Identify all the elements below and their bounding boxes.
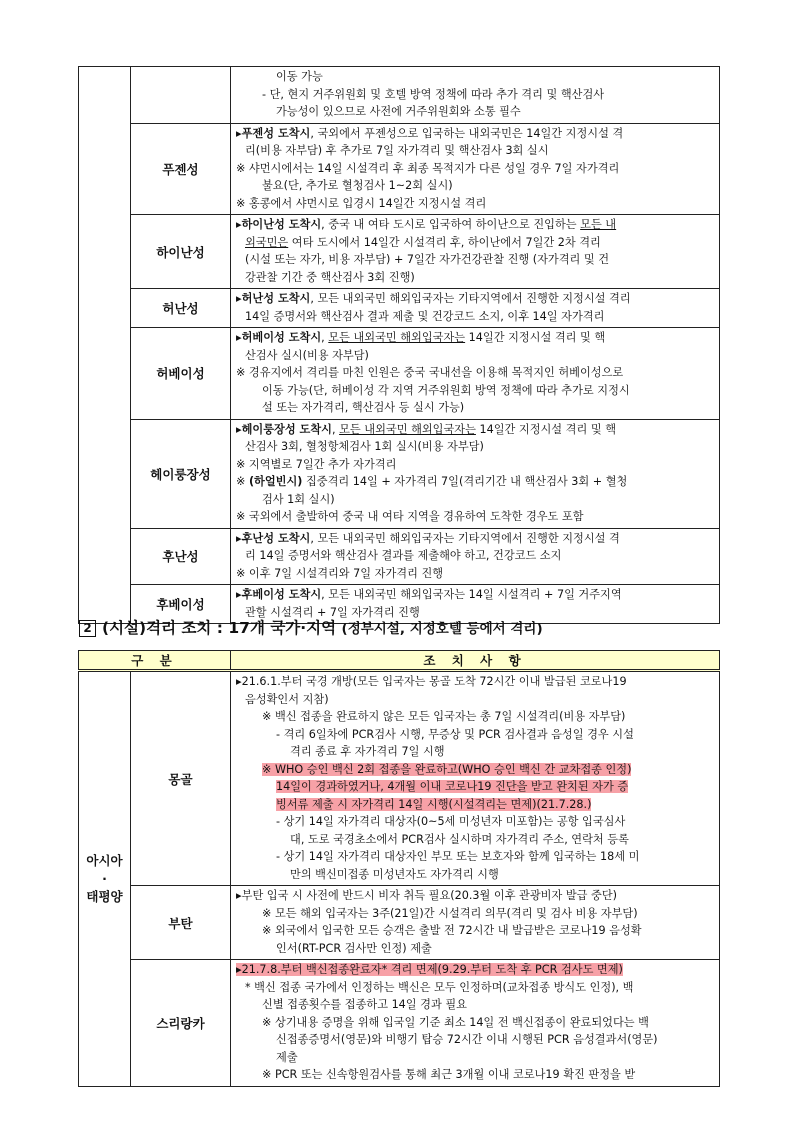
text-segment: ※ 백신 접종을 완료하지 않은 모든 입국자는 총 7일 시설격리(비용 자부담) — [262, 710, 626, 723]
content-line — [236, 195, 714, 213]
content-line — [236, 1031, 714, 1049]
text-segment: , — [331, 422, 340, 436]
region-word: · — [102, 870, 107, 886]
content-line — [236, 979, 714, 997]
content-line — [236, 743, 714, 761]
text-segment: ▸부탄 입국 시 사전에 반드시 비자 취득 필요(20.3월 이후 관광비자 발급 중단) — [236, 889, 617, 902]
text-segment: 신접종증명서(영문)와 비행기 탑승 72시간 이내 시행된 PCR 음성결과서(영문) — [276, 1033, 658, 1046]
content-line — [236, 547, 714, 565]
text-segment: * 백신 접종 국가에서 인정하는 백신은 모두 인정하며(교차접종 방식도 인정), 백 — [245, 980, 634, 994]
text-segment: 불요(단, 추가로 혈청검사 1~2회 실시) — [262, 179, 453, 192]
province-row — [79, 289, 720, 328]
region-word: 태평양 — [86, 888, 123, 904]
text-segment: 설 또는 자가격리, 핵산검사 등 실시 가능) — [262, 401, 465, 414]
text-segment: (하얼빈시) — [248, 475, 303, 488]
text-segment: , 모든 내외국민 해외입국자는 기타지역에서 진행한 지정시설 격리 — [310, 292, 631, 305]
text-segment: 빙서류 제출 시 자가격리 14일 시행(시설격리는 면제)(21.7.28.) — [276, 797, 592, 811]
text-segment: 산검사 3회, 혈청항체검사 1회 실시(비용 자부담) — [245, 440, 484, 453]
text-segment: 여타 도시에서 14일간 시설격리 후, 하이난에서 7일간 2차 격리 — [288, 235, 601, 249]
section-number-box: 2 — [79, 620, 96, 637]
text-segment: - 격리 6일차에 PCR검사 시행, 무증상 및 PCR 검사결과 음성일 경우 시설 — [276, 727, 634, 741]
content-line — [236, 86, 714, 104]
text-segment: 제출 — [276, 1050, 298, 1064]
content-line — [236, 160, 714, 178]
text-segment: 헤이룽장성 도착시 — [241, 422, 332, 436]
header-category: 구 분 — [79, 651, 231, 671]
content-line — [236, 142, 714, 160]
text-segment: 푸젠성 도착시 — [241, 126, 311, 140]
text-segment: 외국민은 — [245, 235, 289, 249]
content-line — [236, 887, 714, 905]
text-segment: ▸ — [236, 531, 242, 545]
content-line — [236, 491, 714, 509]
text-segment: ※ 모든 해외 입국자는 3주(21일)간 시설격리 의무(격리 및 검사 비용 자부담) — [262, 906, 638, 920]
province-name: 후베이성 — [131, 585, 231, 624]
text-segment: , 국외에서 푸젠성으로 입국하는 내외국민은 14일간 지정시설 격 — [310, 126, 624, 140]
text-segment: 리 14일 증명서와 핵산검사 결과를 제출해야 하고, 건강코드 소지 — [245, 549, 562, 562]
content-line — [236, 382, 714, 400]
content-line — [236, 438, 714, 456]
text-segment: ※ 외국에서 입국한 모든 승객은 출발 전 72시간 내 발급받은 코로나19 음성확 — [262, 924, 642, 937]
text-segment: 대, 도로 국경초소에서 PCR검사 실시하며 자가격리 주소, 연락처 등록 — [290, 832, 629, 846]
text-segment: 모든 내외국민 해외입국자는 — [339, 422, 476, 436]
text-segment: ▸ — [236, 422, 242, 436]
text-segment: - 상기 14일 자가격리 대상자인 부모 또는 보호자와 함께 입국하는 18세 미 — [276, 850, 640, 863]
section-subtitle: (정부시설, 지정호텔 등에서 격리) — [341, 621, 543, 637]
text-segment: 강관찰 기간 중 핵산검사 3회 진행) — [245, 270, 415, 284]
province-measures — [231, 528, 720, 585]
text-segment: 후난성 도착시 — [241, 531, 311, 545]
country-name: 스리랑카 — [131, 960, 231, 1087]
content-line — [236, 940, 714, 958]
text-segment: ※ 홍콩에서 샤먼시로 입경시 14일간 지정시설 격리 — [236, 196, 487, 210]
country-measures — [231, 960, 720, 1087]
content-line — [236, 778, 714, 796]
content-line — [236, 530, 714, 548]
province-row — [79, 528, 720, 585]
content-line — [236, 290, 714, 308]
content-line — [236, 691, 714, 709]
text-segment: 격리 종료 후 자가격리 7일 시행 — [290, 745, 445, 758]
text-segment: ▸21.7.8.부터 백신접종완료자* 격리 면제(9.29.부터 도착 후 PCR 검사도 면제) — [236, 963, 623, 976]
country-row — [79, 960, 720, 1087]
region-word: 아시아 — [86, 852, 123, 868]
content-line — [236, 796, 714, 814]
text-segment: 모든 내 — [580, 218, 617, 231]
text-segment: - 단, 현지 거주위원회 및 호텔 방역 정책에 따라 추가 격리 및 핵산검사 — [262, 87, 605, 101]
region-name — [79, 671, 131, 1087]
content-line — [236, 565, 714, 583]
province-name: 허난성 — [131, 289, 231, 328]
content-line — [236, 421, 714, 439]
content-line — [236, 125, 714, 143]
content-line — [236, 347, 714, 365]
text-segment: , 모든 내외국민 해외입국자는 기타지역에서 진행한 지정시설 격 — [310, 531, 620, 545]
text-segment: (시설 또는 자가, 비용 자부담) + 7일간 자가건강관찰 진행 (자가격리 및 건 — [245, 253, 610, 266]
province-measures — [231, 123, 720, 215]
country-name: 부탄 — [131, 886, 231, 960]
text-segment: ※ 상기내용 증명을 위해 입국일 기준 최소 14일 전 백신접종이 완료되었다는 백 — [262, 1015, 649, 1029]
country-measures — [231, 671, 720, 886]
text-segment: 가능성이 있으므로 사전에 거주위원회와 소통 필수 — [276, 105, 521, 118]
header-measures: 조 치 사 항 — [231, 651, 720, 671]
text-segment: ▸ — [236, 588, 242, 601]
province-measures — [231, 328, 720, 420]
province-measures — [231, 215, 720, 289]
content-line — [236, 961, 714, 979]
content-line — [236, 673, 714, 691]
text-segment: 14일 증명서와 핵산검사 결과 제출 및 건강코드 소지, 이후 14일 자가격리 — [245, 309, 605, 323]
content-line — [236, 177, 714, 195]
content-line — [236, 996, 714, 1014]
province-name: 헤이룽장성 — [131, 419, 231, 528]
text-segment: 리(비용 자부담) 후 추가로 7일 자가격리 및 핵산검사 3회 실시 — [245, 144, 549, 157]
text-segment: 인서(RT-PCR 검사만 인정) 제출 — [276, 941, 432, 955]
province-name: 후난성 — [131, 528, 231, 585]
text-segment: 허베이성 도착시 — [241, 331, 322, 344]
content-line — [236, 269, 714, 287]
content-line — [236, 831, 714, 849]
content-line — [236, 234, 714, 252]
text-segment: ▸ — [236, 218, 242, 231]
province-row — [79, 215, 720, 289]
text-segment: 검사 1회 실시) — [262, 492, 335, 506]
content-line — [236, 473, 714, 491]
content-line — [236, 726, 714, 744]
content-line — [236, 103, 714, 121]
content-line — [236, 761, 714, 779]
province-name: 푸젠성 — [131, 123, 231, 215]
text-segment: ※ 지역별로 7일간 추가 자가격리 — [236, 457, 397, 471]
text-segment: 모든 내외국민 해외입국자는 — [328, 331, 466, 344]
text-segment: 14일이 경과하였거나, 4개월 이내 코로나19 진단을 받고 완치된 자가 증 — [276, 780, 629, 793]
text-segment: , — [321, 331, 329, 344]
content-line — [236, 364, 714, 382]
province-row — [79, 419, 720, 528]
content-line — [236, 922, 714, 940]
content-line — [236, 586, 714, 604]
province-row — [79, 67, 720, 124]
text-segment: ▸ — [236, 292, 242, 305]
text-segment: ※ 국외에서 출발하여 중국 내 여타 지역을 경유하여 도착한 경우도 포함 — [236, 510, 584, 523]
text-segment: 만의 백신미접종 미성년자도 자가격리 시행 — [290, 867, 499, 881]
text-segment: ※ 경유지에서 격리를 마친 인원은 중국 국내선을 이용해 목적지인 허베이성으로 — [236, 366, 624, 379]
text-segment: ▸21.6.1.부터 국경 개방(모든 입국자는 몽골 도착 72시간 이내 발급된 코로나19 — [236, 675, 627, 688]
text-segment: 허난성 도착시 — [241, 292, 311, 305]
content-line — [236, 251, 714, 269]
text-segment: ▸ — [236, 331, 242, 344]
province-name — [131, 67, 231, 124]
content-line — [236, 399, 714, 417]
facility-quarantine-table — [78, 650, 720, 1087]
text-segment: - 상기 14일 자가격리 대상자(0~5세 미성년자 미포함)는 공항 입국심사 — [276, 815, 626, 828]
content-line — [236, 68, 714, 86]
text-segment: ▸ — [236, 126, 242, 140]
content-line — [236, 508, 714, 526]
content-line — [236, 848, 714, 866]
content-line — [236, 905, 714, 923]
province-measures — [231, 419, 720, 528]
province-name: 하이난성 — [131, 215, 231, 289]
province-measures — [231, 67, 720, 124]
text-segment: , 모든 내외국민 해외입국자는 14일 시설격리 + 7일 거주지역 — [321, 588, 622, 601]
text-segment: 후베이성 도착시 — [241, 588, 322, 601]
content-line — [236, 1014, 714, 1032]
content-line — [236, 1049, 714, 1067]
text-segment: 이동 가능 — [276, 70, 323, 83]
text-segment: 14일간 지정시설 격리 및 핵 — [475, 422, 617, 436]
text-segment: ※ 이후 7일 시설격리와 7일 자가격리 진행 — [236, 566, 444, 580]
text-segment: 집중격리 14일 + 자가격리 7일(격리기간 내 핵산검사 3회 + 혈청 — [302, 475, 628, 488]
text-segment: 산검사 실시(비용 자부담) — [245, 348, 369, 362]
text-segment: 14일간 지정시설 격리 및 핵 — [465, 331, 606, 344]
region-cell — [79, 67, 131, 624]
china-province-quarantine-table — [78, 66, 720, 624]
content-line — [236, 329, 714, 347]
country-row — [79, 671, 720, 886]
country-row — [79, 886, 720, 960]
content-line — [236, 708, 714, 726]
content-line — [236, 308, 714, 326]
text-segment: 음성확인서 지참) — [245, 692, 329, 706]
text-segment: 하이난성 도착시 — [241, 218, 322, 231]
section-title-text: (시설)격리 조치 : 17개 국가·지역 — [102, 619, 337, 637]
country-measures — [231, 886, 720, 960]
content-line — [236, 813, 714, 831]
content-line — [236, 1066, 714, 1084]
section-2-title — [79, 616, 543, 638]
province-row — [79, 328, 720, 420]
content-line — [236, 216, 714, 234]
province-name: 허베이성 — [131, 328, 231, 420]
text-segment: , 중국 내 여타 도시로 입국하여 하이난으로 진입하는 — [321, 218, 581, 231]
text-segment: 신별 접종횟수를 접종하고 14일 경과 필요 — [262, 998, 467, 1011]
content-line — [236, 456, 714, 474]
text-segment: ※ 샤먼시에서는 14일 시설격리 후 최종 목적지가 다른 성일 경우 7일 자가격리 — [236, 161, 620, 175]
country-name: 몽골 — [131, 671, 231, 886]
text-segment: 이동 가능(단, 허베이성 각 지역 거주위원회 방역 정책에 따라 추가로 지정시 — [262, 383, 630, 397]
province-measures — [231, 289, 720, 328]
content-line — [236, 866, 714, 884]
text-segment: ※ PCR 또는 신속항원검사를 통해 최근 3개월 이내 코로나19 확진 판정을 받 — [262, 1068, 636, 1081]
text-segment: ※ — [236, 475, 249, 488]
text-segment: 관할 시설격리 + 7일 자가격리 진행 — [245, 605, 420, 619]
text-segment: ※ WHO 승인 백신 2회 접종을 완료하고(WHO 승인 백신 간 교차접종 인정) — [262, 762, 632, 776]
province-row — [79, 123, 720, 215]
